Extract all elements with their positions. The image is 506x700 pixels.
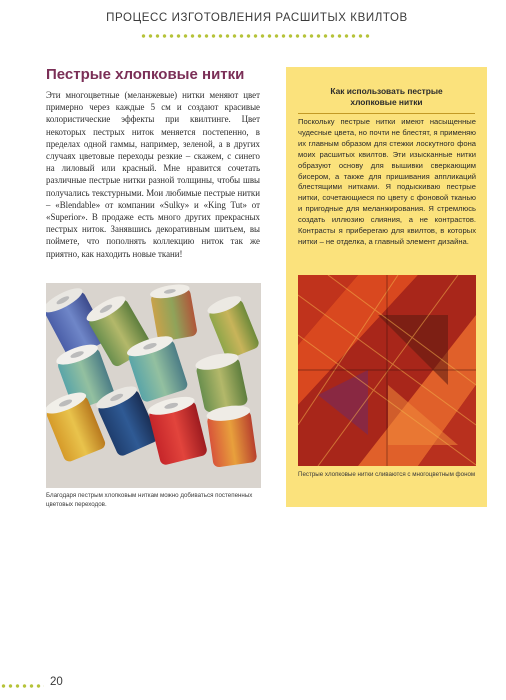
footer-dot-rule <box>0 683 44 689</box>
body-text <box>46 89 260 260</box>
sidebar-body: Поскольку пестрые нитки имеют насыщенные чудесные цвета, но почти не блестят, я применяю их главным образом для стежки лоскутного фона моих расшитых квилтов. Эти изысканные нитки образуют основу для вышивки сверкающим бисером, а также для пришивания аппликаций блестящими нитками. Я подыскиваю пестрые нитки, сочетающиеся по цвету с фоновой тканью и пригодные для меланжирования. Я стремлюсь создать иллюзию слияния, а не контрастов. Контрасты я приберегаю для квилтов, в которых нитки – не отделка, а главный элемент дизайна. <box>298 117 476 246</box>
section-heading: Пестрые хлопковые нитки <box>46 66 245 83</box>
photo-caption: Благодаря пестрым хлопковым ниткам можно добиваться постепенных цветовых переходов. <box>46 492 253 508</box>
quilt-illustration <box>298 275 476 466</box>
tip-sidebar <box>286 67 487 507</box>
quilt-photo <box>298 275 476 466</box>
sidebar-title: Как использовать пестрые хлопковые нитки <box>330 86 443 107</box>
page-number: 20 <box>50 676 63 688</box>
sidebar-divider <box>298 113 475 114</box>
quilt-caption: Пестрые хлопковые нитки сливаются с многоцветным фоном <box>298 471 476 478</box>
header-dot-rule <box>140 33 372 39</box>
running-header: ПРОЦЕСС ИЗГОТОВЛЕНИЯ РАСШИТЫХ КВИЛТОВ <box>106 12 408 24</box>
thread-spools-illustration <box>46 283 261 488</box>
body-paragraph: Эти многоцветные (меланжевые) нитки меняют цвет примерно через каждые 5 см и создают красивые колористические эффекты при квилтинге. Цвет некоторых пестрых ниток меняется постепенно, в пределах одной гаммы, например, зеленой, а в других случаях цветовые переходы резкие – скажем, с синего на лиловый или красный. Мне нравится сочетать различные пестрые нитки разной толщины, чтобы швы получались текстурными. Мои любимые пестрые нитки – «Blendable» от компании «Sulky» и «King Tut» от «Superior». В продаже есть много других прекрасных пестрых ниток. Занявшись декоративным шитьем, вы поймете, что пополнять коллекцию ниток так же приятно, как находить новые ткани! <box>46 90 260 259</box>
thread-spools-photo <box>46 283 261 488</box>
